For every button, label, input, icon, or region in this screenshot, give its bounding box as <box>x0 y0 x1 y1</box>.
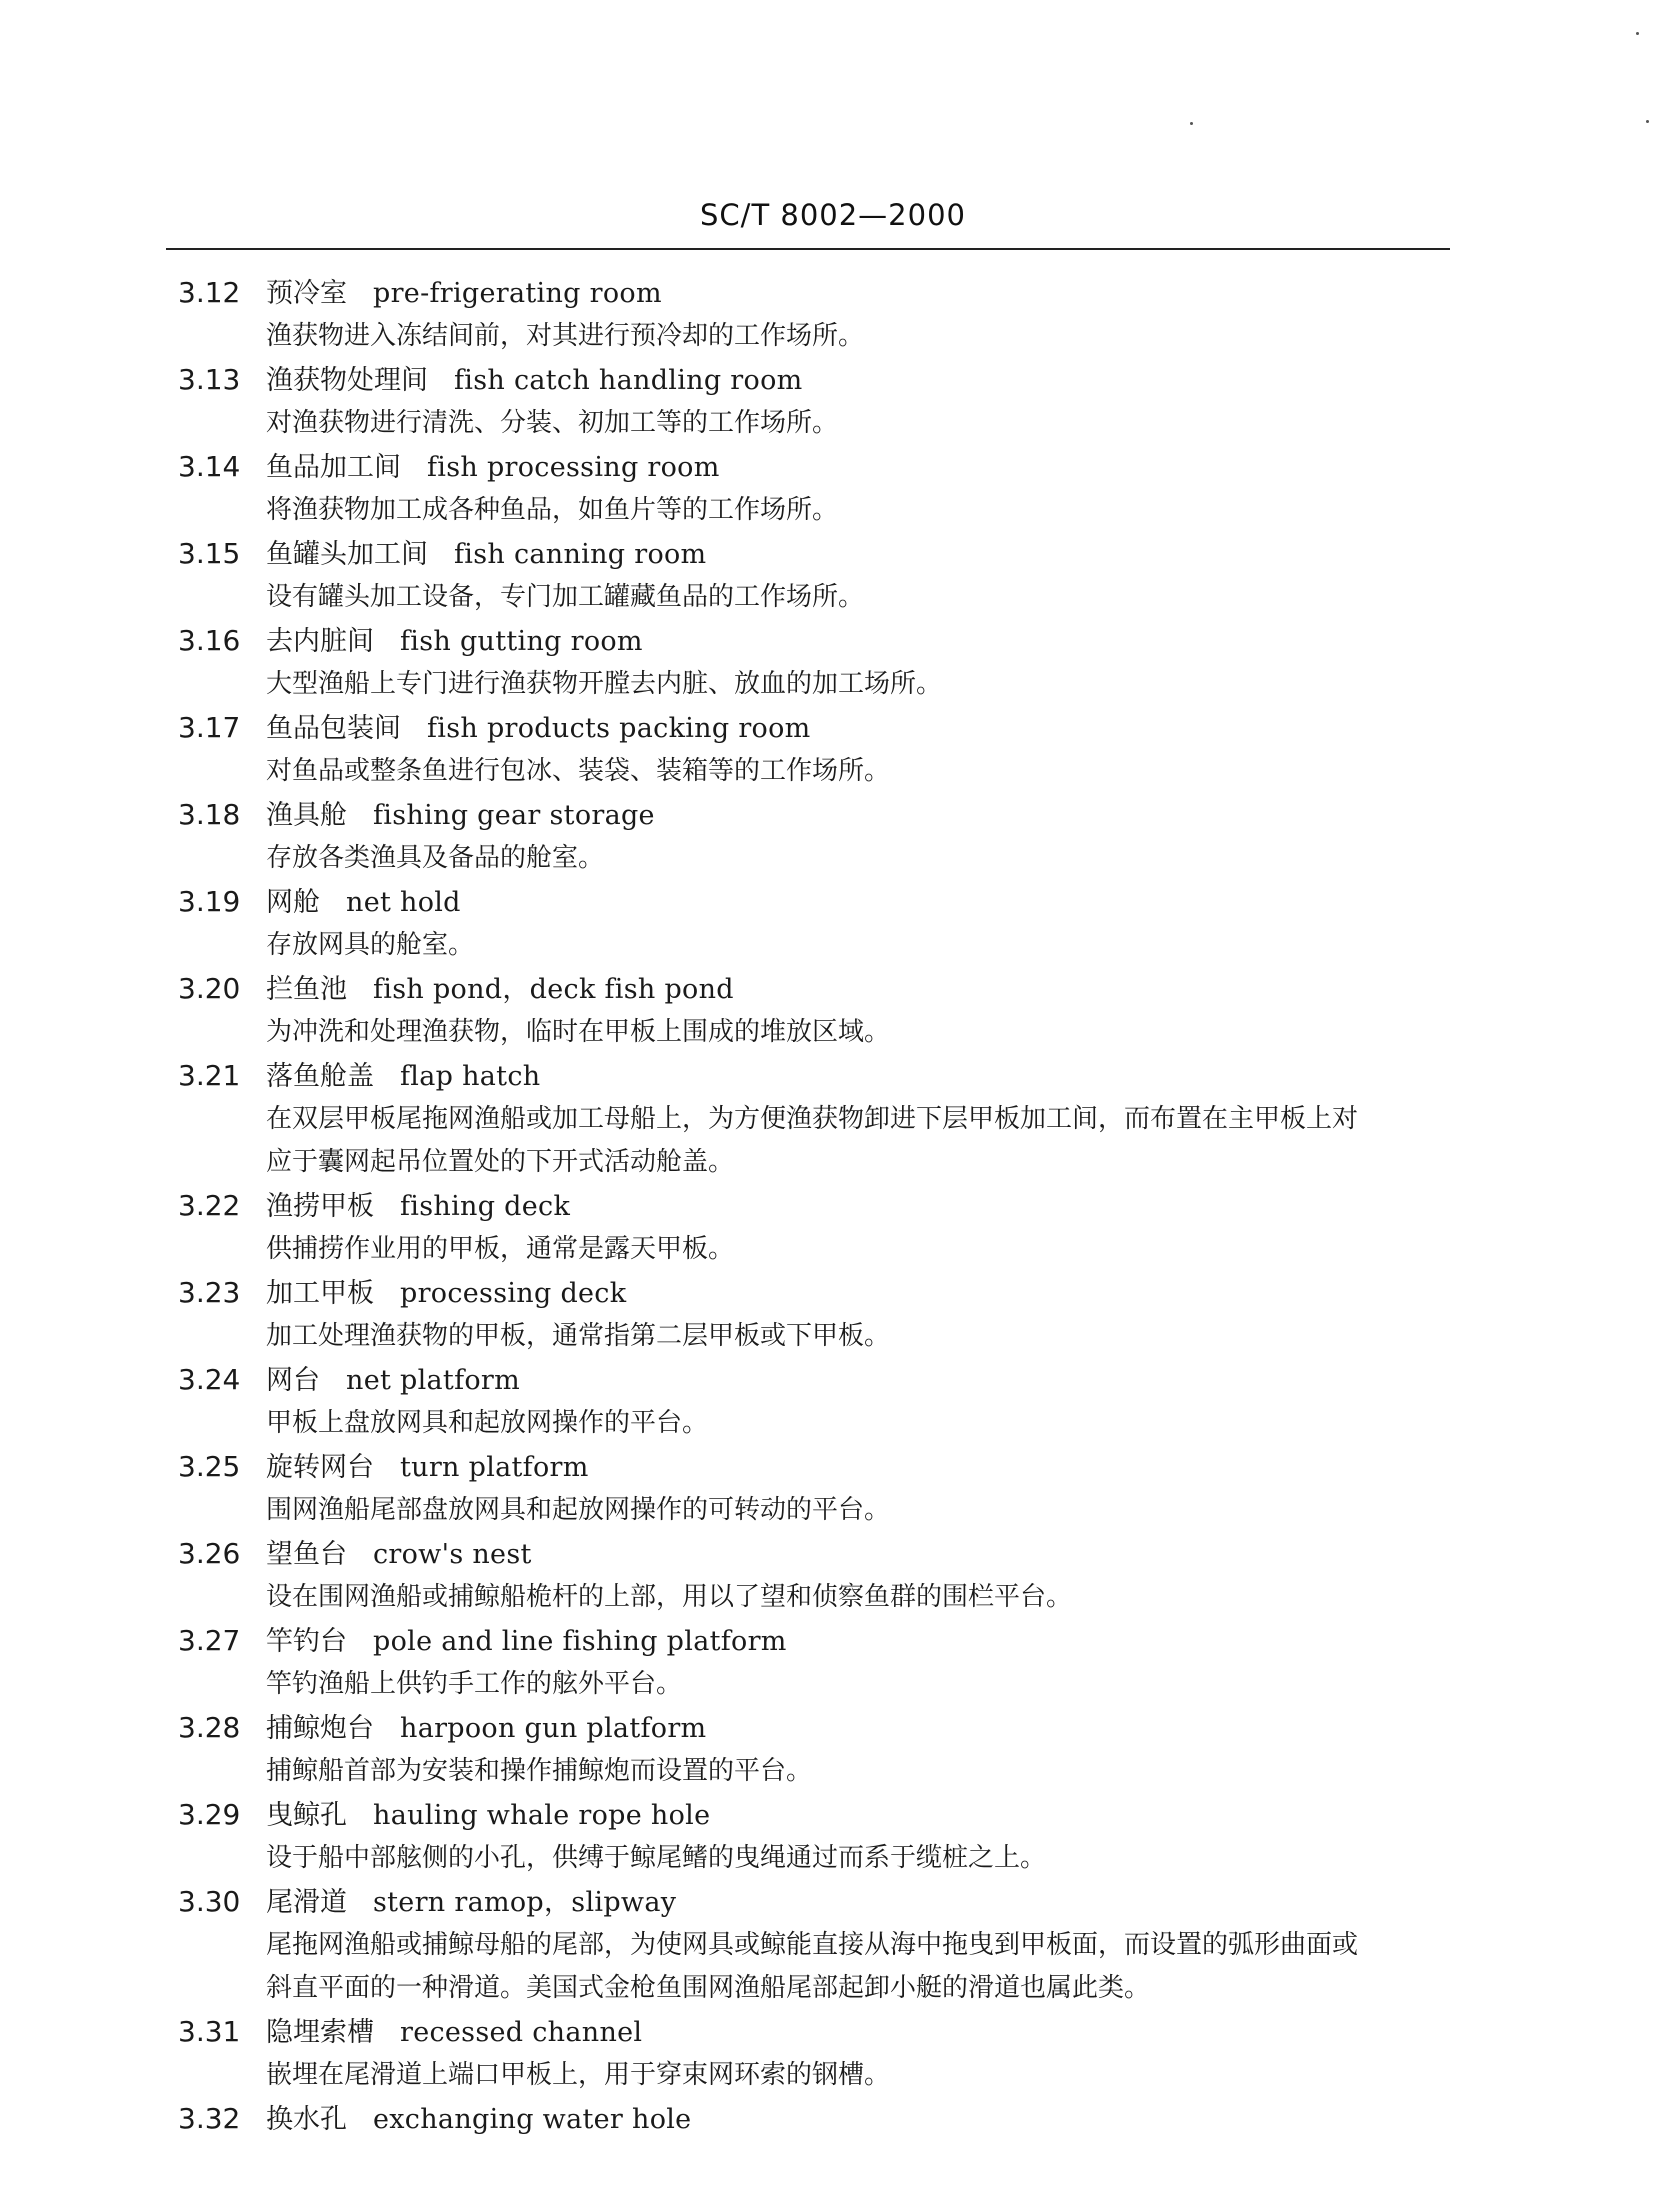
term-entry <box>178 1184 1468 1271</box>
term-number: 3.22 <box>178 1189 241 1222</box>
term-chinese: 渔获物处理间 <box>266 365 428 396</box>
term-definition: 应于囊网起吊位置处的下开式活动舱盖。 <box>266 1147 735 1177</box>
term-number: 3.26 <box>178 1537 241 1570</box>
term-heading <box>178 1706 1468 1750</box>
term-number: 3.32 <box>178 2102 241 2135</box>
term-heading <box>178 445 1468 489</box>
term-definition: 捕鲸船首部为安装和操作捕鲸炮而设置的平台。 <box>266 1756 813 1786</box>
term-number: 3.13 <box>178 363 241 396</box>
term-definition: 渔获物进入冻结间前，对其进行预冷却的工作场所。 <box>266 321 865 351</box>
term-heading <box>178 271 1468 315</box>
scan-speck <box>1190 122 1193 125</box>
term-entry <box>178 1271 1468 1358</box>
term-entry <box>178 1358 1468 1445</box>
term-heading <box>178 706 1468 750</box>
term-number: 3.23 <box>178 1276 241 1309</box>
term-chinese: 渔捞甲板 <box>266 1191 374 1222</box>
term-number: 3.12 <box>178 276 241 309</box>
term-definition: 存放网具的舱室。 <box>266 930 475 960</box>
term-english: pole and line fishing platform <box>373 1626 787 1657</box>
scan-speck <box>1646 120 1649 123</box>
term-definition: 斜直平面的一种滑道。美国式金枪鱼围网渔船尾部起卸小艇的滑道也属此类。 <box>266 1973 1151 2003</box>
term-definition: 围网渔船尾部盘放网具和起放网操作的可转动的平台。 <box>266 1495 891 1525</box>
term-english: harpoon gun platform <box>400 1713 707 1744</box>
term-heading <box>178 1619 1468 1663</box>
term-heading <box>178 1793 1468 1837</box>
term-chinese: 鱼品加工间 <box>266 452 401 483</box>
term-heading <box>178 1445 1468 1489</box>
term-chinese: 竿钓台 <box>266 1626 347 1657</box>
term-definition: 供捕捞作业用的甲板，通常是露天甲板。 <box>266 1234 735 1264</box>
term-definition: 嵌埋在尾滑道上端口甲板上，用于穿束网环索的钢槽。 <box>266 2060 891 2090</box>
term-entry <box>178 2010 1468 2097</box>
term-number: 3.25 <box>178 1450 241 1483</box>
term-english: flap hatch <box>400 1061 541 1092</box>
term-number: 3.31 <box>178 2015 241 2048</box>
term-definition: 为冲洗和处理渔获物，临时在甲板上围成的堆放区域。 <box>266 1017 891 1047</box>
term-definition: 存放各类渔具及备品的舱室。 <box>266 843 605 873</box>
term-english: exchanging water hole <box>373 2104 692 2135</box>
term-definition: 大型渔船上专门进行渔获物开膛去内脏、放血的加工场所。 <box>266 669 943 699</box>
term-chinese: 去内脏间 <box>266 626 374 657</box>
term-english: crow's nest <box>373 1539 532 1570</box>
term-number: 3.29 <box>178 1798 241 1831</box>
term-heading <box>178 967 1468 1011</box>
term-entry <box>178 1880 1468 2010</box>
term-chinese: 网台 <box>266 1365 320 1396</box>
term-number: 3.30 <box>178 1885 241 1918</box>
term-entry <box>178 880 1468 967</box>
header-rule <box>166 248 1450 250</box>
term-heading <box>178 1358 1468 1402</box>
term-definition: 对鱼品或整条鱼进行包冰、装袋、装箱等的工作场所。 <box>266 756 891 786</box>
term-english: fish gutting room <box>400 626 643 657</box>
term-english: net platform <box>346 1365 521 1396</box>
term-english: hauling whale rope hole <box>373 1800 711 1831</box>
term-definition: 对渔获物进行清洗、分装、初加工等的工作场所。 <box>266 408 839 438</box>
term-entry <box>178 2097 1468 2141</box>
term-entry <box>178 619 1468 706</box>
term-number: 3.16 <box>178 624 241 657</box>
term-definition: 将渔获物加工成各种鱼品，如鱼片等的工作场所。 <box>266 495 839 525</box>
term-entry <box>178 1793 1468 1880</box>
term-chinese: 网舱 <box>266 887 320 918</box>
term-chinese: 换水孔 <box>266 2104 347 2135</box>
term-heading <box>178 2097 1468 2141</box>
term-definition: 竿钓渔船上供钓手工作的舷外平台。 <box>266 1669 683 1699</box>
term-chinese: 曳鲸孔 <box>266 1800 347 1831</box>
term-heading <box>178 880 1468 924</box>
term-chinese: 预冷室 <box>266 278 347 309</box>
term-english: fish pond，deck fish pond <box>373 974 734 1005</box>
standard-code-header: SC/T 8002—2000 <box>700 198 966 232</box>
term-english: turn platform <box>400 1452 589 1483</box>
term-number: 3.14 <box>178 450 241 483</box>
term-chinese: 望鱼台 <box>266 1539 347 1570</box>
term-english: fish processing room <box>427 452 720 483</box>
term-english: processing deck <box>400 1278 627 1309</box>
term-number: 3.21 <box>178 1059 241 1092</box>
term-number: 3.17 <box>178 711 241 744</box>
term-chinese: 渔具舱 <box>266 800 347 831</box>
term-entry <box>178 358 1468 445</box>
term-chinese: 拦鱼池 <box>266 974 347 1005</box>
term-chinese: 隐埋索槽 <box>266 2017 374 2048</box>
term-chinese: 加工甲板 <box>266 1278 374 1309</box>
term-definition: 甲板上盘放网具和起放网操作的平台。 <box>266 1408 709 1438</box>
term-number: 3.24 <box>178 1363 241 1396</box>
term-heading <box>178 1184 1468 1228</box>
scan-speck <box>1636 32 1639 35</box>
term-number: 3.27 <box>178 1624 241 1657</box>
term-english: net hold <box>346 887 461 918</box>
term-entry <box>178 1619 1468 1706</box>
term-definition: 加工处理渔获物的甲板，通常指第二层甲板或下甲板。 <box>266 1321 891 1351</box>
term-number: 3.15 <box>178 537 241 570</box>
term-entry <box>178 706 1468 793</box>
term-english: fishing deck <box>400 1191 571 1222</box>
term-entry <box>178 1054 1468 1184</box>
term-english: fish products packing room <box>427 713 811 744</box>
term-definition: 设有罐头加工设备，专门加工罐藏鱼品的工作场所。 <box>266 582 865 612</box>
term-number: 3.28 <box>178 1711 241 1744</box>
term-english: fishing gear storage <box>373 800 655 831</box>
term-list <box>178 271 1468 2141</box>
term-definition: 设于船中部舷侧的小孔，供缚于鲸尾鳍的曳绳通过而系于缆桩之上。 <box>266 1843 1047 1873</box>
term-definition: 尾拖网渔船或捕鲸母船的尾部，为使网具或鲸能直接从海中拖曳到甲板面，而设置的弧形曲面或 <box>266 1930 1359 1960</box>
term-heading <box>178 793 1468 837</box>
term-heading <box>178 1271 1468 1315</box>
term-entry <box>178 1706 1468 1793</box>
term-number: 3.20 <box>178 972 241 1005</box>
term-chinese: 鱼品包装间 <box>266 713 401 744</box>
term-chinese: 尾滑道 <box>266 1887 347 1918</box>
term-heading <box>178 532 1468 576</box>
term-english: stern ramop，slipway <box>373 1887 677 1918</box>
term-chinese: 旋转网台 <box>266 1452 374 1483</box>
term-heading <box>178 2010 1468 2054</box>
term-english: pre-frigerating room <box>373 278 662 309</box>
term-chinese: 鱼罐头加工间 <box>266 539 428 570</box>
term-chinese: 捕鲸炮台 <box>266 1713 374 1744</box>
term-heading <box>178 1054 1468 1098</box>
term-number: 3.19 <box>178 885 241 918</box>
term-entry <box>178 1532 1468 1619</box>
term-heading <box>178 1532 1468 1576</box>
term-english: fish canning room <box>454 539 707 570</box>
term-entry <box>178 793 1468 880</box>
term-heading <box>178 1880 1468 1924</box>
term-heading <box>178 619 1468 663</box>
term-number: 3.18 <box>178 798 241 831</box>
term-entry <box>178 532 1468 619</box>
term-english: recessed channel <box>400 2017 643 2048</box>
term-entry <box>178 271 1468 358</box>
term-entry <box>178 1445 1468 1532</box>
term-heading <box>178 358 1468 402</box>
term-definition: 在双层甲板尾拖网渔船或加工母船上，为方便渔获物卸进下层甲板加工间，而布置在主甲板上对 <box>266 1104 1359 1134</box>
term-definition: 设在围网渔船或捕鲸船桅杆的上部，用以了望和侦察鱼群的围栏平台。 <box>266 1582 1073 1612</box>
term-entry <box>178 445 1468 532</box>
term-chinese: 落鱼舱盖 <box>266 1061 374 1092</box>
term-english: fish catch handling room <box>454 365 803 396</box>
term-entry <box>178 967 1468 1054</box>
